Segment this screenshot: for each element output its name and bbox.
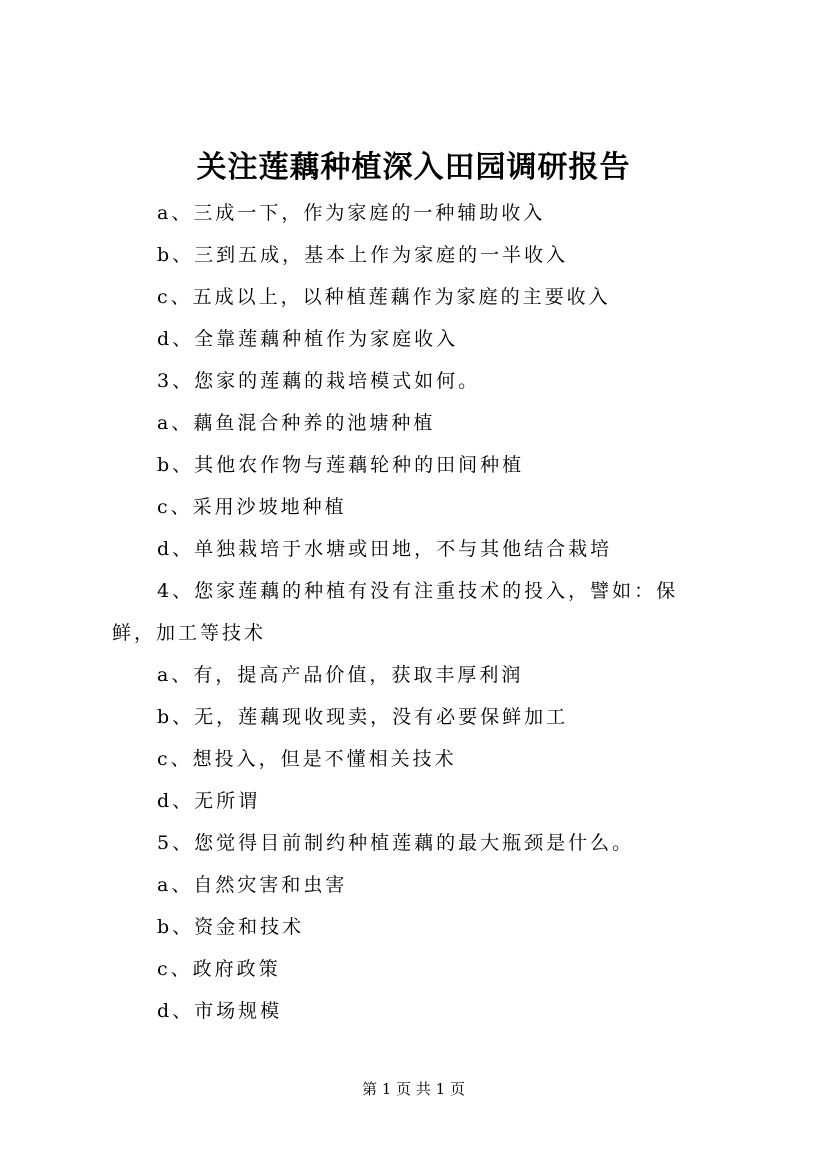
paragraph: c、五成以上，以种植莲藕作为家庭的主要收入 xyxy=(157,286,611,308)
paragraph: b、三到五成，基本上作为家庭的一半收入 xyxy=(157,244,569,266)
paragraph: a、自然灾害和虫害 xyxy=(157,874,348,896)
paragraph: c、政府政策 xyxy=(157,958,281,980)
paragraph: c、采用沙坡地种植 xyxy=(157,496,347,518)
paragraph: d、全靠莲藕种植作为家庭收入 xyxy=(157,328,459,350)
paragraph: d、无所谓 xyxy=(157,790,261,812)
document-body xyxy=(112,192,722,1032)
paragraph: d、市场规模 xyxy=(157,1000,283,1022)
page-footer: 第 1 页 共 1 页 xyxy=(362,1080,465,1098)
paragraph: a、三成一下，作为家庭的一种辅助收入 xyxy=(157,202,546,224)
paragraph: d、单独栽培于水塘或田地，不与其他结合栽培 xyxy=(157,538,613,560)
paragraph: a、藕鱼混合种养的池塘种植 xyxy=(157,412,436,434)
question-heading: 3、您家的莲藕的栽培模式如何。 xyxy=(157,370,481,392)
paragraph: b、无，莲藕现收现卖，没有必要保鲜加工 xyxy=(157,706,569,728)
question-heading: 5、您觉得目前制约种植莲藕的最大瓶颈是什么。 xyxy=(157,832,635,854)
question-heading: 4、您家莲藕的种植有没有注重技术的投入，譬如：保鲜，加工等技术 xyxy=(112,580,679,644)
paragraph: a、有，提高产品价值，获取丰厚利润 xyxy=(157,664,524,686)
paragraph: c、想投入，但是不懂相关技术 xyxy=(157,748,457,770)
paragraph: b、资金和技术 xyxy=(157,916,305,938)
paragraph: b、其他农作物与莲藕轮种的田间种植 xyxy=(157,454,525,476)
document-title: 关注莲藕种植深入田园调研报告 xyxy=(196,150,631,185)
